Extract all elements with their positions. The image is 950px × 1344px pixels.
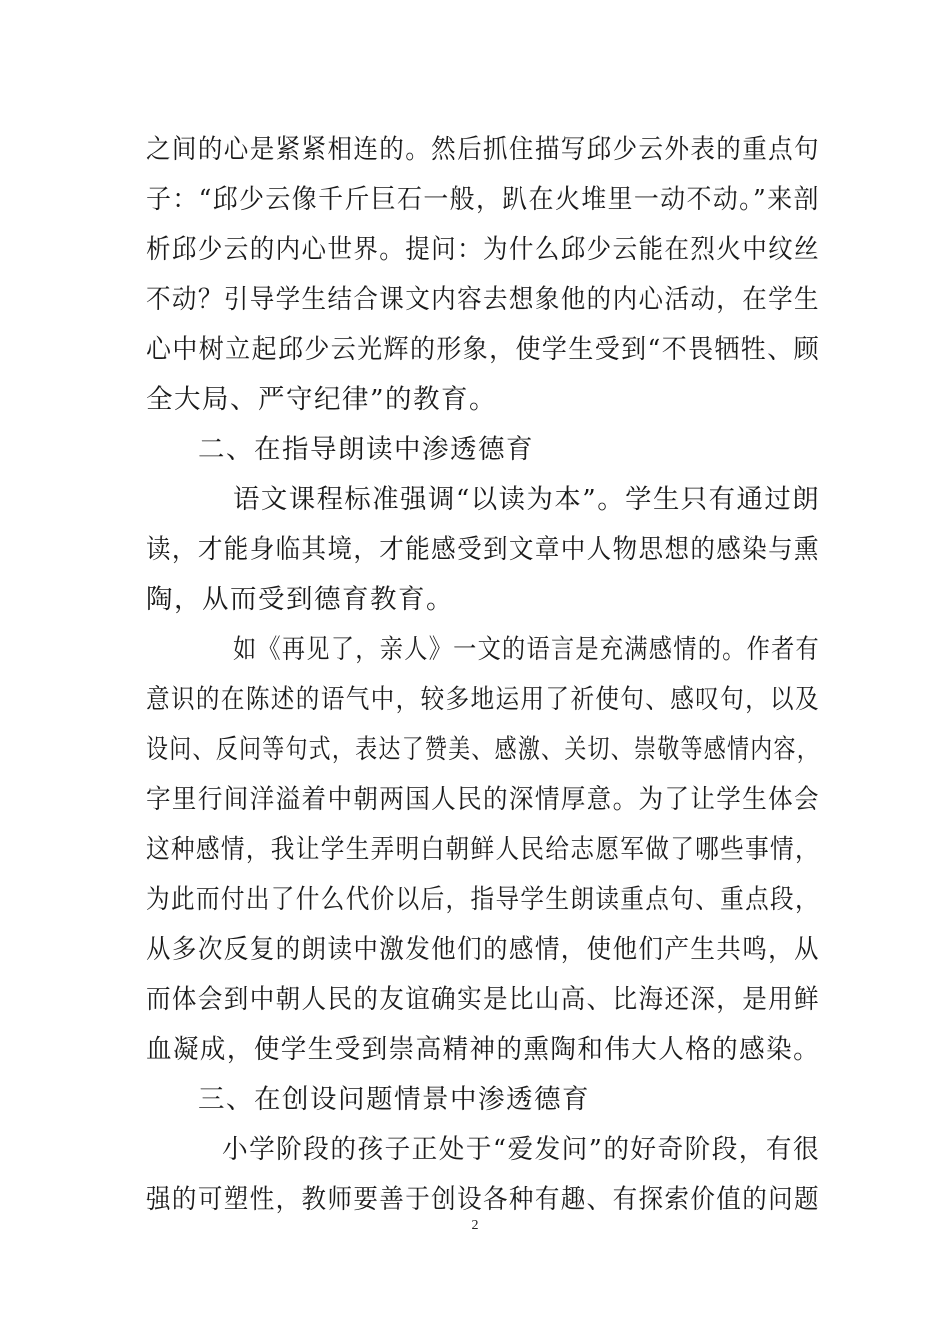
text-line: 意识的在陈述的语气中，较多地运用了祈使句、感叹句，以及 [146, 684, 820, 715]
text-line: 陶，从而受到德育教育。 [146, 584, 454, 615]
text-line: 这种感情，我让学生弄明白朝鲜人民给志愿军做了哪些事情， [146, 834, 820, 865]
text-line: 析邱少云的内心世界。提问：为什么邱少云能在烈火中纹丝 [146, 234, 820, 265]
section-heading: 二、在指导朗读中渗透德育 [198, 434, 534, 465]
page-number: 2 [471, 1218, 479, 1233]
text-line: 读，才能身临其境，才能感受到文章中人物思想的感染与熏 [146, 534, 820, 565]
text-line: 心中树立起邱少云光辉的形象，使学生受到“不畏牺牲、顾 [146, 334, 821, 365]
text-line: 而体会到中朝人民的友谊确实是比山高、比海还深，是用鲜 [146, 984, 820, 1015]
text-line: 从多次反复的朗读中激发他们的感情，使他们产生共鸣，从 [146, 934, 820, 965]
section-heading: 三、在创设问题情景中渗透德育 [198, 1084, 590, 1115]
text-line: 小学阶段的孩子正处于“爱发问”的好奇阶段，有很 [222, 1134, 821, 1165]
text-line: 之间的心是紧紧相连的。然后抓住描写邱少云外表的重点句 [146, 134, 820, 165]
text-line: 不动？引导学生结合课文内容去想象他的内心活动，在学生 [146, 284, 820, 315]
text-line: 强的可塑性，教师要善于创设各种有趣、有探索价值的问题 [146, 1184, 820, 1215]
text-line: 为此而付出了什么代价以后，指导学生朗读重点句、重点段， [146, 884, 820, 915]
text-line: 子：“邱少云像千斤巨石一般，趴在火堆里一动不动。”来剖 [146, 184, 820, 215]
text-line: 全大局、严守纪律”的教育。 [146, 384, 498, 415]
text-line: 字里行间洋溢着中朝两国人民的深情厚意。为了让学生体会 [146, 784, 820, 815]
text-line: 语文课程标准强调“以读为本”。学生只有通过朗 [233, 484, 821, 515]
text-line: 设问、反问等句式，表达了赞美、感激、关切、崇敬等感情内容， [146, 734, 820, 765]
text-line: 血凝成，使学生受到崇高精神的熏陶和伟大人格的感染。 [146, 1034, 821, 1065]
text-line: 如《再见了，亲人》一文的语言是充满感情的。作者有 [233, 634, 820, 665]
